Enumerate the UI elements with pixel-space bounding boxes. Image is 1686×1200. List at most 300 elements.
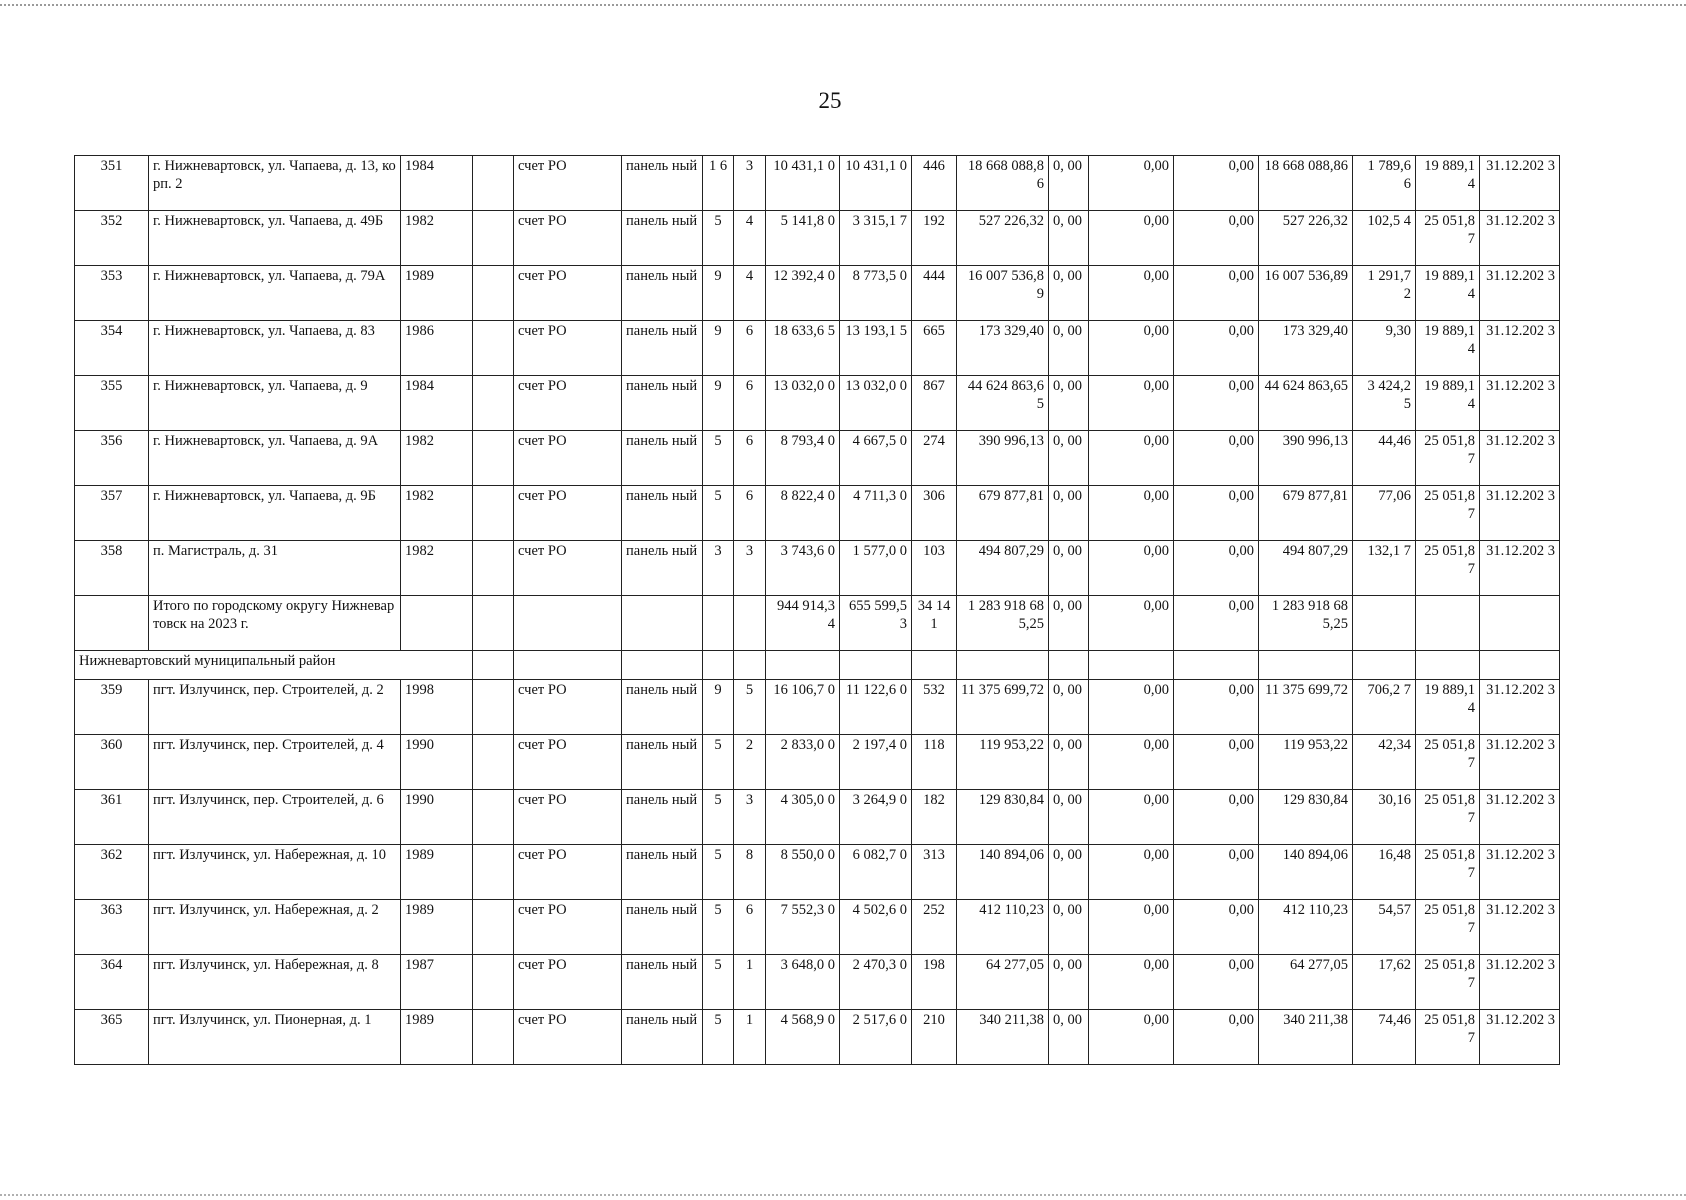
cell-fund-local: 0,00 <box>1174 735 1259 790</box>
cell-fund-federal: 0, 00 <box>1049 900 1089 955</box>
cell-commission-year: 1982 <box>401 486 473 541</box>
cell-fund-owners: 44 624 863,65 <box>1259 376 1353 431</box>
cell-wall-material: панель ный <box>622 431 703 486</box>
cell-fund-local: 0,00 <box>1174 680 1259 735</box>
cell-fund-regional: 0,00 <box>1089 680 1174 735</box>
cell-cost-total: 527 226,32 <box>957 211 1049 266</box>
cell-commission-year: 1998 <box>401 680 473 735</box>
cell-commission-year: 1982 <box>401 431 473 486</box>
cell-cost-total: 494 807,29 <box>957 541 1049 596</box>
cell-fund-regional: 0,00 <box>1089 1010 1174 1065</box>
cell-cost-per-m2: 17,62 <box>1353 955 1416 1010</box>
empty-cell <box>703 596 734 651</box>
cell-row-number: 358 <box>75 541 149 596</box>
cell-fund-owners: 494 807,29 <box>1259 541 1353 596</box>
cell-residents: 274 <box>912 431 957 486</box>
cell-limit-per-m2: 19 889,1 4 <box>1416 321 1480 376</box>
cell-floors: 5 <box>703 431 734 486</box>
cell-area-residential: 8 773,5 0 <box>840 266 912 321</box>
empty-cell <box>957 651 1049 680</box>
table-row <box>75 156 1560 211</box>
cell-limit-per-m2: 25 051,8 7 <box>1416 790 1480 845</box>
cell-fund-federal: 0, 00 <box>1049 790 1089 845</box>
cell-area-residential: 13 032,0 0 <box>840 376 912 431</box>
cell-cost-per-m2: 77,06 <box>1353 486 1416 541</box>
cell-fund-account: счет РО <box>514 900 622 955</box>
empty-cell <box>75 596 149 651</box>
cell-fund-account: счет РО <box>514 211 622 266</box>
cell-fund-local: 0,00 <box>1174 845 1259 900</box>
cell-area-residential: 4 711,3 0 <box>840 486 912 541</box>
cell-area-total: 3 648,0 0 <box>766 955 840 1010</box>
cell-blank-cell <box>473 541 514 596</box>
cell-limit-per-m2: 25 051,8 7 <box>1416 486 1480 541</box>
cell-fund-federal: 0, 00 <box>1049 680 1089 735</box>
cell-fund-account: счет РО <box>514 955 622 1010</box>
empty-cell <box>1259 651 1353 680</box>
empty-cell <box>1353 596 1416 651</box>
cell-floors: 5 <box>703 845 734 900</box>
cell-entrances: 3 <box>734 541 766 596</box>
cell-area-residential: 6 082,7 0 <box>840 845 912 900</box>
cell-address: г. Нижневартовск, ул. Чапаева, д. 13, корп. 2 <box>149 156 401 211</box>
empty-cell <box>734 651 766 680</box>
cell-row-number: 356 <box>75 431 149 486</box>
cell-wall-material: панель ный <box>622 376 703 431</box>
cell-entrances: 5 <box>734 680 766 735</box>
cell-row-number: 361 <box>75 790 149 845</box>
cell-fund-regional: 0,00 <box>1089 266 1174 321</box>
cell-area-residential: 10 431,1 0 <box>840 156 912 211</box>
cell-cost-total: 44 624 863,65 <box>957 376 1049 431</box>
cell-cost-total: 390 996,13 <box>957 431 1049 486</box>
cell-fund-account: счет РО <box>514 376 622 431</box>
cell-fund-regional: 0,00 <box>1089 211 1174 266</box>
table-row <box>75 266 1560 321</box>
cell-area-residential: 2 470,3 0 <box>840 955 912 1010</box>
total-residents: 34 141 <box>912 596 957 651</box>
cell-floors: 5 <box>703 211 734 266</box>
cell-area-total: 7 552,3 0 <box>766 900 840 955</box>
cell-entrances: 4 <box>734 211 766 266</box>
cell-fund-local: 0,00 <box>1174 321 1259 376</box>
cell-area-total: 18 633,6 5 <box>766 321 840 376</box>
cell-area-total: 10 431,1 0 <box>766 156 840 211</box>
cell-fund-account: счет РО <box>514 680 622 735</box>
table-row <box>75 900 1560 955</box>
total-cost: 1 283 918 685,25 <box>957 596 1049 651</box>
cell-fund-regional: 0,00 <box>1089 376 1174 431</box>
cell-deadline: 31.12.202 3 <box>1480 321 1560 376</box>
cell-blank-cell <box>473 735 514 790</box>
cell-area-residential: 4 667,5 0 <box>840 431 912 486</box>
cell-fund-account: счет РО <box>514 845 622 900</box>
section-header-row <box>75 651 1560 680</box>
cell-fund-account: счет РО <box>514 790 622 845</box>
cell-fund-owners: 173 329,40 <box>1259 321 1353 376</box>
cell-row-number: 360 <box>75 735 149 790</box>
total-fund-regional: 0,00 <box>1089 596 1174 651</box>
total-fund-local: 0,00 <box>1174 596 1259 651</box>
cell-fund-regional: 0,00 <box>1089 845 1174 900</box>
cell-blank-cell <box>473 845 514 900</box>
empty-cell <box>1353 651 1416 680</box>
cell-fund-owners: 340 211,38 <box>1259 1010 1353 1065</box>
table-body <box>75 156 1560 1065</box>
cell-fund-owners: 527 226,32 <box>1259 211 1353 266</box>
cell-fund-local: 0,00 <box>1174 900 1259 955</box>
cell-area-total: 3 743,6 0 <box>766 541 840 596</box>
cell-deadline: 31.12.202 3 <box>1480 266 1560 321</box>
table-row <box>75 321 1560 376</box>
cell-entrances: 3 <box>734 156 766 211</box>
cell-deadline: 31.12.202 3 <box>1480 486 1560 541</box>
cell-wall-material: панель ный <box>622 266 703 321</box>
cell-residents: 198 <box>912 955 957 1010</box>
cell-entrances: 3 <box>734 790 766 845</box>
cell-residents: 252 <box>912 900 957 955</box>
table-row <box>75 1010 1560 1065</box>
cell-residents: 103 <box>912 541 957 596</box>
cell-wall-material: панель ный <box>622 845 703 900</box>
cell-fund-federal: 0, 00 <box>1049 211 1089 266</box>
cell-area-residential: 1 577,0 0 <box>840 541 912 596</box>
cell-residents: 210 <box>912 1010 957 1065</box>
cell-deadline: 31.12.202 3 <box>1480 900 1560 955</box>
cell-deadline: 31.12.202 3 <box>1480 541 1560 596</box>
cell-fund-regional: 0,00 <box>1089 541 1174 596</box>
empty-cell <box>1416 596 1480 651</box>
cell-row-number: 353 <box>75 266 149 321</box>
empty-cell <box>912 651 957 680</box>
cell-address: п. Магистраль, д. 31 <box>149 541 401 596</box>
cell-fund-regional: 0,00 <box>1089 431 1174 486</box>
empty-cell <box>514 651 622 680</box>
cell-commission-year: 1986 <box>401 321 473 376</box>
cell-address: г. Нижневартовск, ул. Чапаева, д. 83 <box>149 321 401 376</box>
empty-cell <box>1480 596 1560 651</box>
cell-floors: 9 <box>703 266 734 321</box>
empty-cell <box>1480 651 1560 680</box>
cell-fund-owners: 11 375 699,72 <box>1259 680 1353 735</box>
cell-fund-account: счет РО <box>514 431 622 486</box>
cell-commission-year: 1987 <box>401 955 473 1010</box>
cell-fund-local: 0,00 <box>1174 1010 1259 1065</box>
cell-entrances: 2 <box>734 735 766 790</box>
cell-commission-year: 1989 <box>401 266 473 321</box>
empty-cell <box>1416 651 1480 680</box>
cell-fund-federal: 0, 00 <box>1049 376 1089 431</box>
cell-deadline: 31.12.202 3 <box>1480 845 1560 900</box>
cell-limit-per-m2: 25 051,8 7 <box>1416 1010 1480 1065</box>
empty-cell <box>766 651 840 680</box>
cell-floors: 1 6 <box>703 156 734 211</box>
cell-deadline: 31.12.202 3 <box>1480 1010 1560 1065</box>
cell-address: пгт. Излучинск, пер. Строителей, д. 4 <box>149 735 401 790</box>
cell-floors: 5 <box>703 735 734 790</box>
cell-fund-owners: 390 996,13 <box>1259 431 1353 486</box>
cell-cost-total: 16 007 536,89 <box>957 266 1049 321</box>
cell-wall-material: панель ный <box>622 211 703 266</box>
cell-limit-per-m2: 19 889,1 4 <box>1416 376 1480 431</box>
empty-cell <box>622 596 703 651</box>
cell-blank-cell <box>473 486 514 541</box>
table-row <box>75 735 1560 790</box>
cell-cost-total: 173 329,40 <box>957 321 1049 376</box>
cell-deadline: 31.12.202 3 <box>1480 376 1560 431</box>
cell-row-number: 363 <box>75 900 149 955</box>
cell-limit-per-m2: 25 051,8 7 <box>1416 955 1480 1010</box>
cell-fund-local: 0,00 <box>1174 266 1259 321</box>
cell-row-number: 364 <box>75 955 149 1010</box>
cell-commission-year: 1989 <box>401 1010 473 1065</box>
cell-address: пгт. Излучинск, ул. Набережная, д. 10 <box>149 845 401 900</box>
cell-row-number: 362 <box>75 845 149 900</box>
cell-row-number: 359 <box>75 680 149 735</box>
table-row <box>75 376 1560 431</box>
cell-fund-regional: 0,00 <box>1089 955 1174 1010</box>
cell-deadline: 31.12.202 3 <box>1480 211 1560 266</box>
table-row <box>75 955 1560 1010</box>
cell-wall-material: панель ный <box>622 955 703 1010</box>
cell-fund-account: счет РО <box>514 321 622 376</box>
cell-address: пгт. Излучинск, пер. Строителей, д. 6 <box>149 790 401 845</box>
cell-limit-per-m2: 19 889,1 4 <box>1416 266 1480 321</box>
cell-fund-regional: 0,00 <box>1089 486 1174 541</box>
cell-floors: 5 <box>703 486 734 541</box>
cell-cost-per-m2: 42,34 <box>1353 735 1416 790</box>
cell-entrances: 6 <box>734 376 766 431</box>
cell-floors: 5 <box>703 790 734 845</box>
cell-cost-per-m2: 30,16 <box>1353 790 1416 845</box>
cell-address: г. Нижневартовск, ул. Чапаева, д. 9 <box>149 376 401 431</box>
scan-edge-bottom <box>0 1194 1686 1196</box>
empty-cell <box>401 596 473 651</box>
cell-address: пгт. Излучинск, ул. Набережная, д. 2 <box>149 900 401 955</box>
total-fund-owners: 1 283 918 685,25 <box>1259 596 1353 651</box>
cell-fund-local: 0,00 <box>1174 431 1259 486</box>
cell-cost-total: 64 277,05 <box>957 955 1049 1010</box>
cell-cost-per-m2: 9,30 <box>1353 321 1416 376</box>
cell-deadline: 31.12.202 3 <box>1480 680 1560 735</box>
total-area-residential: 655 599,5 3 <box>840 596 912 651</box>
empty-cell <box>1089 651 1174 680</box>
cell-cost-total: 679 877,81 <box>957 486 1049 541</box>
cell-entrances: 6 <box>734 431 766 486</box>
cell-fund-federal: 0, 00 <box>1049 955 1089 1010</box>
cell-floors: 9 <box>703 376 734 431</box>
cell-commission-year: 1982 <box>401 541 473 596</box>
cell-blank-cell <box>473 211 514 266</box>
cell-row-number: 354 <box>75 321 149 376</box>
cell-blank-cell <box>473 266 514 321</box>
cell-entrances: 1 <box>734 1010 766 1065</box>
cell-blank-cell <box>473 900 514 955</box>
cell-fund-federal: 0, 00 <box>1049 266 1089 321</box>
empty-cell <box>473 596 514 651</box>
cell-limit-per-m2: 25 051,8 7 <box>1416 541 1480 596</box>
cell-fund-regional: 0,00 <box>1089 321 1174 376</box>
cell-cost-total: 140 894,06 <box>957 845 1049 900</box>
cell-area-total: 13 032,0 0 <box>766 376 840 431</box>
empty-cell <box>514 596 622 651</box>
cell-area-residential: 11 122,6 0 <box>840 680 912 735</box>
cell-floors: 5 <box>703 1010 734 1065</box>
cell-cost-per-m2: 44,46 <box>1353 431 1416 486</box>
cell-fund-local: 0,00 <box>1174 156 1259 211</box>
cell-entrances: 6 <box>734 900 766 955</box>
cell-fund-federal: 0, 00 <box>1049 156 1089 211</box>
cell-address: пгт. Излучинск, пер. Строителей, д. 2 <box>149 680 401 735</box>
empty-cell <box>840 651 912 680</box>
empty-cell <box>703 651 734 680</box>
cell-fund-local: 0,00 <box>1174 486 1259 541</box>
cell-blank-cell <box>473 321 514 376</box>
empty-cell <box>1174 651 1259 680</box>
cell-residents: 532 <box>912 680 957 735</box>
cell-cost-total: 11 375 699,72 <box>957 680 1049 735</box>
cell-limit-per-m2: 25 051,8 7 <box>1416 900 1480 955</box>
cell-fund-account: счет РО <box>514 266 622 321</box>
cell-row-number: 357 <box>75 486 149 541</box>
cell-area-total: 5 141,8 0 <box>766 211 840 266</box>
cell-deadline: 31.12.202 3 <box>1480 431 1560 486</box>
cell-area-residential: 2 517,6 0 <box>840 1010 912 1065</box>
cell-cost-per-m2: 706,2 7 <box>1353 680 1416 735</box>
cell-commission-year: 1989 <box>401 845 473 900</box>
cell-address: г. Нижневартовск, ул. Чапаева, д. 9Б <box>149 486 401 541</box>
cell-fund-local: 0,00 <box>1174 790 1259 845</box>
cell-wall-material: панель ный <box>622 156 703 211</box>
cell-floors: 9 <box>703 321 734 376</box>
cell-residents: 182 <box>912 790 957 845</box>
cell-address: пгт. Излучинск, ул. Набережная, д. 8 <box>149 955 401 1010</box>
cell-limit-per-m2: 25 051,8 7 <box>1416 845 1480 900</box>
cell-wall-material: панель ный <box>622 900 703 955</box>
cell-floors: 9 <box>703 680 734 735</box>
cell-fund-account: счет РО <box>514 735 622 790</box>
cell-fund-federal: 0, 00 <box>1049 735 1089 790</box>
cell-entrances: 6 <box>734 321 766 376</box>
cell-fund-federal: 0, 00 <box>1049 1010 1089 1065</box>
table-row <box>75 211 1560 266</box>
cell-residents: 867 <box>912 376 957 431</box>
cell-area-total: 4 568,9 0 <box>766 1010 840 1065</box>
cell-area-total: 8 822,4 0 <box>766 486 840 541</box>
cell-commission-year: 1984 <box>401 156 473 211</box>
table-row <box>75 845 1560 900</box>
cell-cost-per-m2: 3 424,2 5 <box>1353 376 1416 431</box>
cell-fund-local: 0,00 <box>1174 541 1259 596</box>
cell-wall-material: панель ный <box>622 486 703 541</box>
cell-fund-owners: 679 877,81 <box>1259 486 1353 541</box>
cell-wall-material: панель ный <box>622 680 703 735</box>
cell-residents: 306 <box>912 486 957 541</box>
table-row <box>75 431 1560 486</box>
cell-row-number: 351 <box>75 156 149 211</box>
empty-cell <box>734 596 766 651</box>
cell-area-total: 8 793,4 0 <box>766 431 840 486</box>
cell-cost-per-m2: 1 291,7 2 <box>1353 266 1416 321</box>
cell-cost-total: 340 211,38 <box>957 1010 1049 1065</box>
cell-entrances: 6 <box>734 486 766 541</box>
total-row <box>75 596 1560 651</box>
cell-fund-owners: 129 830,84 <box>1259 790 1353 845</box>
cell-fund-regional: 0,00 <box>1089 156 1174 211</box>
cell-residents: 313 <box>912 845 957 900</box>
total-fund-federal: 0, 00 <box>1049 596 1089 651</box>
scan-edge-top <box>0 4 1686 6</box>
cell-limit-per-m2: 25 051,8 7 <box>1416 431 1480 486</box>
cell-limit-per-m2: 25 051,8 7 <box>1416 735 1480 790</box>
cell-address: г. Нижневартовск, ул. Чапаева, д. 9А <box>149 431 401 486</box>
cell-commission-year: 1989 <box>401 900 473 955</box>
cell-wall-material: панель ный <box>622 321 703 376</box>
cell-fund-account: счет РО <box>514 1010 622 1065</box>
cell-commission-year: 1984 <box>401 376 473 431</box>
cell-fund-local: 0,00 <box>1174 376 1259 431</box>
cell-commission-year: 1990 <box>401 790 473 845</box>
cell-commission-year: 1982 <box>401 211 473 266</box>
cell-limit-per-m2: 25 051,8 7 <box>1416 211 1480 266</box>
cell-wall-material: панель ный <box>622 541 703 596</box>
cell-area-residential: 4 502,6 0 <box>840 900 912 955</box>
cell-area-total: 16 106,7 0 <box>766 680 840 735</box>
cell-limit-per-m2: 19 889,1 4 <box>1416 680 1480 735</box>
cell-blank-cell <box>473 156 514 211</box>
cell-blank-cell <box>473 376 514 431</box>
cell-cost-per-m2: 102,5 4 <box>1353 211 1416 266</box>
capital-repair-table <box>74 155 1560 1065</box>
cell-fund-federal: 0, 00 <box>1049 845 1089 900</box>
total-label: Итого по городскому округу Нижневартовск на 2023 г. <box>149 596 401 651</box>
cell-wall-material: панель ный <box>622 790 703 845</box>
cell-fund-account: счет РО <box>514 486 622 541</box>
cell-entrances: 8 <box>734 845 766 900</box>
cell-residents: 444 <box>912 266 957 321</box>
cell-deadline: 31.12.202 3 <box>1480 955 1560 1010</box>
cell-floors: 5 <box>703 955 734 1010</box>
cell-entrances: 4 <box>734 266 766 321</box>
cell-fund-local: 0,00 <box>1174 211 1259 266</box>
cell-fund-federal: 0, 00 <box>1049 431 1089 486</box>
cell-residents: 192 <box>912 211 957 266</box>
total-area-total: 944 914,3 4 <box>766 596 840 651</box>
cell-fund-owners: 64 277,05 <box>1259 955 1353 1010</box>
cell-cost-total: 119 953,22 <box>957 735 1049 790</box>
cell-deadline: 31.12.202 3 <box>1480 735 1560 790</box>
page-number: 25 <box>818 88 842 113</box>
cell-residents: 446 <box>912 156 957 211</box>
cell-cost-per-m2: 16,48 <box>1353 845 1416 900</box>
cell-row-number: 355 <box>75 376 149 431</box>
cell-area-total: 4 305,0 0 <box>766 790 840 845</box>
table-row <box>75 541 1560 596</box>
cell-fund-regional: 0,00 <box>1089 900 1174 955</box>
cell-area-total: 8 550,0 0 <box>766 845 840 900</box>
cell-limit-per-m2: 19 889,1 4 <box>1416 156 1480 211</box>
cell-area-residential: 3 264,9 0 <box>840 790 912 845</box>
cell-residents: 665 <box>912 321 957 376</box>
cell-cost-per-m2: 1 789,6 6 <box>1353 156 1416 211</box>
cell-blank-cell <box>473 680 514 735</box>
cell-fund-federal: 0, 00 <box>1049 321 1089 376</box>
cell-area-residential: 3 315,1 7 <box>840 211 912 266</box>
cell-floors: 5 <box>703 900 734 955</box>
cell-blank-cell <box>473 1010 514 1065</box>
cell-fund-owners: 412 110,23 <box>1259 900 1353 955</box>
cell-fund-local: 0,00 <box>1174 955 1259 1010</box>
